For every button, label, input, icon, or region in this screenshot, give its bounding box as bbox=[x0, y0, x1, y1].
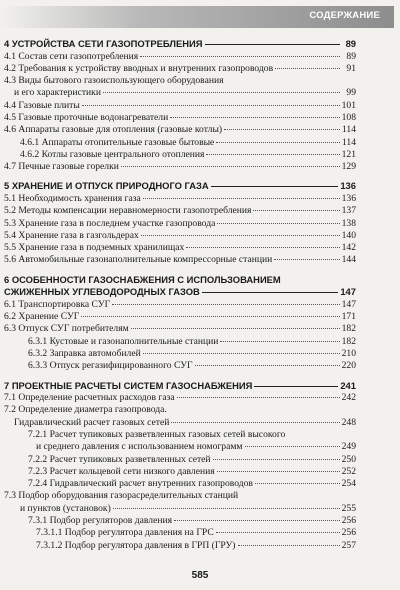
toc-entry-line: 7.3 Подбор оборудования газорасределительных станций bbox=[4, 490, 239, 502]
toc-entry-line: 7.2.1 Расчет тупиковых разветвленных газовых сетей высокого bbox=[28, 428, 286, 440]
toc-entry-line: 4.3 Виды бытового газоиспользующего оборудования bbox=[4, 75, 224, 87]
toc-entry: 4.6.2 Котлы газовые центрального отопления 121 bbox=[20, 148, 356, 160]
section-6 bbox=[4, 274, 356, 373]
toc-entry: 7.2.3 Расчет кольцевой сети низкого давления 252 bbox=[28, 465, 356, 477]
section-heading: СЖИЖЕННЫХ УГЛЕВОДОРОДНЫХ ГАЗОВ 147 bbox=[4, 286, 356, 298]
toc-entry: и его характеристики 99 bbox=[14, 87, 356, 99]
section-7 bbox=[4, 380, 356, 552]
toc-entry: 4.5 Газовые проточные водонагреватели 108 bbox=[4, 111, 356, 123]
toc-entry: 7.3.1.2 Подбор регулятора давления в ГРП (ГРУ) 257 bbox=[36, 539, 356, 551]
toc-entry: 7.3.1 Подбор регуляторов давления 256 bbox=[28, 515, 356, 526]
toc-entry: 5.5 Хранение газа в подземных хранилищах 142 bbox=[4, 242, 356, 254]
toc-entry: и пунктов (установок) 255 bbox=[20, 502, 356, 514]
toc-entry: Гидравлический расчет газовых сетей 248 bbox=[14, 416, 356, 428]
toc-entry: 6.3.2 Заправка автомобилей 210 bbox=[28, 347, 356, 359]
toc-entry: 5.1 Необходимость хранения газа 136 bbox=[4, 192, 356, 204]
page-header-title: СОДЕРЖАНИЕ bbox=[309, 10, 380, 21]
section-heading-line: 6 ОСОБЕННОСТИ ГАЗОСНАБЖЕНИЯ С ИСПОЛЬЗОВАНИЕМ bbox=[4, 273, 281, 285]
section-heading: 5 ХРАНЕНИЕ И ОТПУСК ПРИРОДНОГО ГАЗА 136 bbox=[4, 180, 356, 192]
toc-entry: 5.4 Хранение газа в газгольдерах 140 bbox=[4, 229, 356, 241]
toc-entry: и среднего давления с использованием номограмм 249 bbox=[36, 441, 356, 453]
toc-entry: 4.6 Аппараты газовые для отопления (газовые котлы) 114 bbox=[4, 124, 356, 136]
table-of-contents bbox=[4, 38, 356, 559]
toc-entry: 4.7 Печные газовые горелки 129 bbox=[4, 161, 356, 173]
section-4 bbox=[4, 38, 356, 173]
toc-entry: 6.1 Транспортировка СУГ 147 bbox=[4, 298, 356, 310]
header-bar bbox=[0, 6, 394, 28]
toc-entry: 4.2 Требования к устройству вводных и внутренних газопроводов 91 bbox=[4, 62, 356, 74]
toc-entry-line: 7.2 Определение диаметра газопровода. bbox=[4, 404, 167, 416]
toc-entry: 4.6.1 Аппараты отопительные газовые бытовые 114 bbox=[20, 136, 356, 148]
toc-entry: 6.3 Отпуск СУГ потребителям 182 bbox=[4, 323, 356, 335]
toc-entry: 7.1 Определение расчетных расходов газа 242 bbox=[4, 392, 356, 404]
section-heading: 4 УСТРОЙСТВА СЕТИ ГАЗОПОТРЕБЛЕНИЯ 89 bbox=[4, 38, 356, 49]
section-heading: 7 ПРОЕКТНЫЕ РАСЧЕТЫ СИСТЕМ ГАЗОСНАБЖЕНИЯ 241 bbox=[4, 379, 356, 391]
toc-entry: 6.2 Хранение СУГ 171 bbox=[4, 311, 356, 323]
toc-entry: 6.3.3 Отпуск регазифицированного СУГ 220 bbox=[28, 360, 356, 372]
toc-entry: 5.3 Хранение газа в последнем участке газопровода 138 bbox=[4, 217, 356, 229]
toc-entry: 5.2 Методы компенсации неравномерности газопотребления 137 bbox=[4, 205, 356, 217]
toc-entry: 4.1 Состав сети газопотребления 89 bbox=[4, 50, 356, 62]
toc-entry: 6.3.1 Кустовые и газонаполнительные станции 182 bbox=[28, 335, 356, 347]
toc-entry: 7.2.2 Расчет тупиковых разветвленных сетей 250 bbox=[28, 453, 356, 465]
toc-entry: 4.4 Газовые плиты 101 bbox=[4, 99, 356, 111]
toc-entry: 5.6 Автомобильные газонаполнительные компрессорные станции 144 bbox=[4, 254, 356, 266]
page-number: 585 bbox=[191, 570, 209, 581]
toc-entry: 7.2.4 Гидравлический расчет внутренних газопроводов 254 bbox=[28, 478, 356, 490]
toc-entry: 7.3.1.1 Подбор регулятора давления на ГРС 256 bbox=[36, 527, 356, 539]
section-5 bbox=[4, 180, 356, 266]
